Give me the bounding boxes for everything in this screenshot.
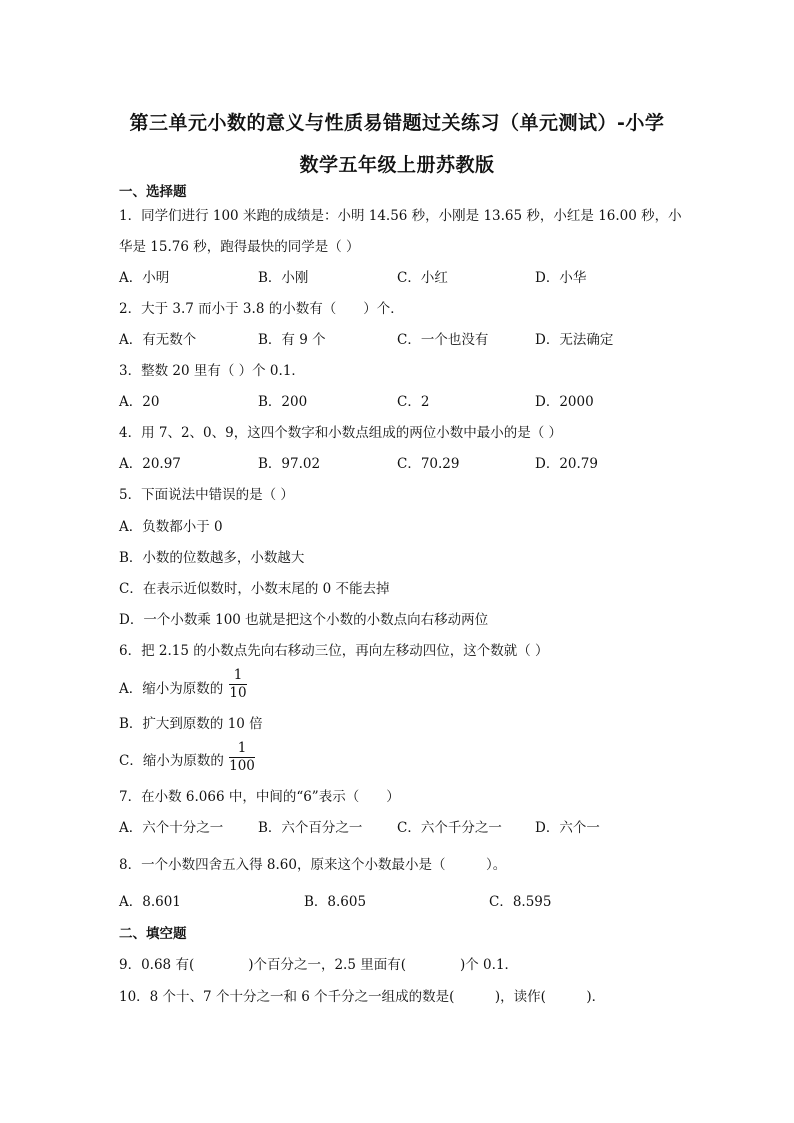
question-9-text: 9．0.68 有( )个百分之一，2.5 里面有( )个 0.1．	[119, 957, 519, 973]
q4-option-a: A．20.97	[119, 456, 181, 472]
question-10-text: 10．8 个十、7 个十分之一和 6 个千分之一组成的数是( )，读作( )．	[119, 989, 606, 1005]
q8-option-a: A．8.601	[119, 894, 181, 910]
q7-option-c: C．六个千分之一	[397, 820, 502, 836]
q1-option-d: D．小华	[535, 270, 587, 286]
q2-option-a: A．有无数个	[119, 332, 197, 348]
q6-option-c-fraction	[229, 741, 255, 774]
fraction-numerator: 1	[233, 667, 243, 683]
question-7-text: 7．在小数 6.066 中，中间的“6”表示（ ）	[119, 789, 400, 805]
q7-option-a: A．六个十分之一	[119, 820, 224, 836]
q6-option-c-prefix: C．缩小为原数的	[119, 753, 224, 769]
question-3-text: 3．整数 20 里有（ ）个 0.1．	[119, 363, 305, 379]
q4-option-b: B．97.02	[258, 456, 321, 472]
page-title-line1: 第三单元小数的意义与性质易错题过关练习（单元测试）-小学	[129, 112, 665, 134]
q5-option-a: A．负数都小于 0	[119, 519, 223, 535]
q2-option-b: B．有 9 个	[258, 332, 326, 348]
q8-option-b: B．8.605	[304, 894, 367, 910]
q3-option-b: B．200	[258, 394, 308, 410]
q5-option-d: D．一个小数乘 100 也就是把这个小数的小数点向右移动两位	[119, 612, 489, 628]
q1-option-c: C．小红	[397, 270, 448, 286]
section-heading-choice: 一、选择题	[119, 184, 187, 200]
q6-option-a-prefix: A．缩小为原数的	[119, 681, 224, 697]
q7-option-b: B．六个百分之一	[258, 820, 363, 836]
q3-option-c: C．2	[397, 394, 430, 410]
question-5-text: 5．下面说法中错误的是（ ）	[119, 487, 294, 503]
q2-option-d: D．无法确定	[535, 332, 614, 348]
q5-option-c: C．在表示近似数时，小数末尾的 0 不能去掉	[119, 581, 390, 597]
q7-option-d: D．六个一	[535, 820, 600, 836]
q6-option-b: B．扩大到原数的 10 倍	[119, 716, 263, 732]
q1-option-a: A．小明	[119, 270, 170, 286]
question-6-text: 6．把 2.15 的小数点先向右移动三位，再向左移动四位，这个数就（ ）	[119, 643, 549, 659]
page-title-line2: 数学五年级上册苏教版	[299, 154, 495, 176]
q2-option-c: C．一个也没有	[397, 332, 489, 348]
section-heading-fill: 二、填空题	[119, 926, 187, 942]
q4-option-c: C．70.29	[397, 456, 460, 472]
question-2-text: 2．大于 3.7 而小于 3.8 的小数有（ ）个．	[119, 301, 404, 317]
question-8-text: 8．一个小数四舍五入得 8.60，原来这个小数最小是（ ）。	[119, 857, 507, 873]
question-1-text: 1．同学们进行 100 米跑的成绩是：小明 14.56 秒，小刚是 13.65 秒，小红是 16.00 秒，小	[119, 208, 682, 224]
q1-option-b: B．小刚	[258, 270, 309, 286]
q6-option-a-fraction	[229, 668, 247, 701]
fraction-numerator: 1	[237, 740, 247, 756]
question-1-text-cont: 华是 15.76 秒，跑得最快的同学是（ ）	[119, 239, 360, 255]
q3-option-a: A．20	[119, 394, 160, 410]
q5-option-b: B．小数的位数越多，小数越大	[119, 550, 305, 566]
question-4-text: 4．用 7、2、0、9，这四个数字和小数点组成的两位小数中最小的是（ ）	[119, 425, 563, 441]
fraction-denominator: 10	[229, 685, 247, 701]
q3-option-d: D．2000	[535, 394, 594, 410]
q4-option-d: D．20.79	[535, 456, 598, 472]
fraction-denominator: 100	[229, 758, 255, 774]
q8-option-c: C．8.595	[489, 894, 552, 910]
